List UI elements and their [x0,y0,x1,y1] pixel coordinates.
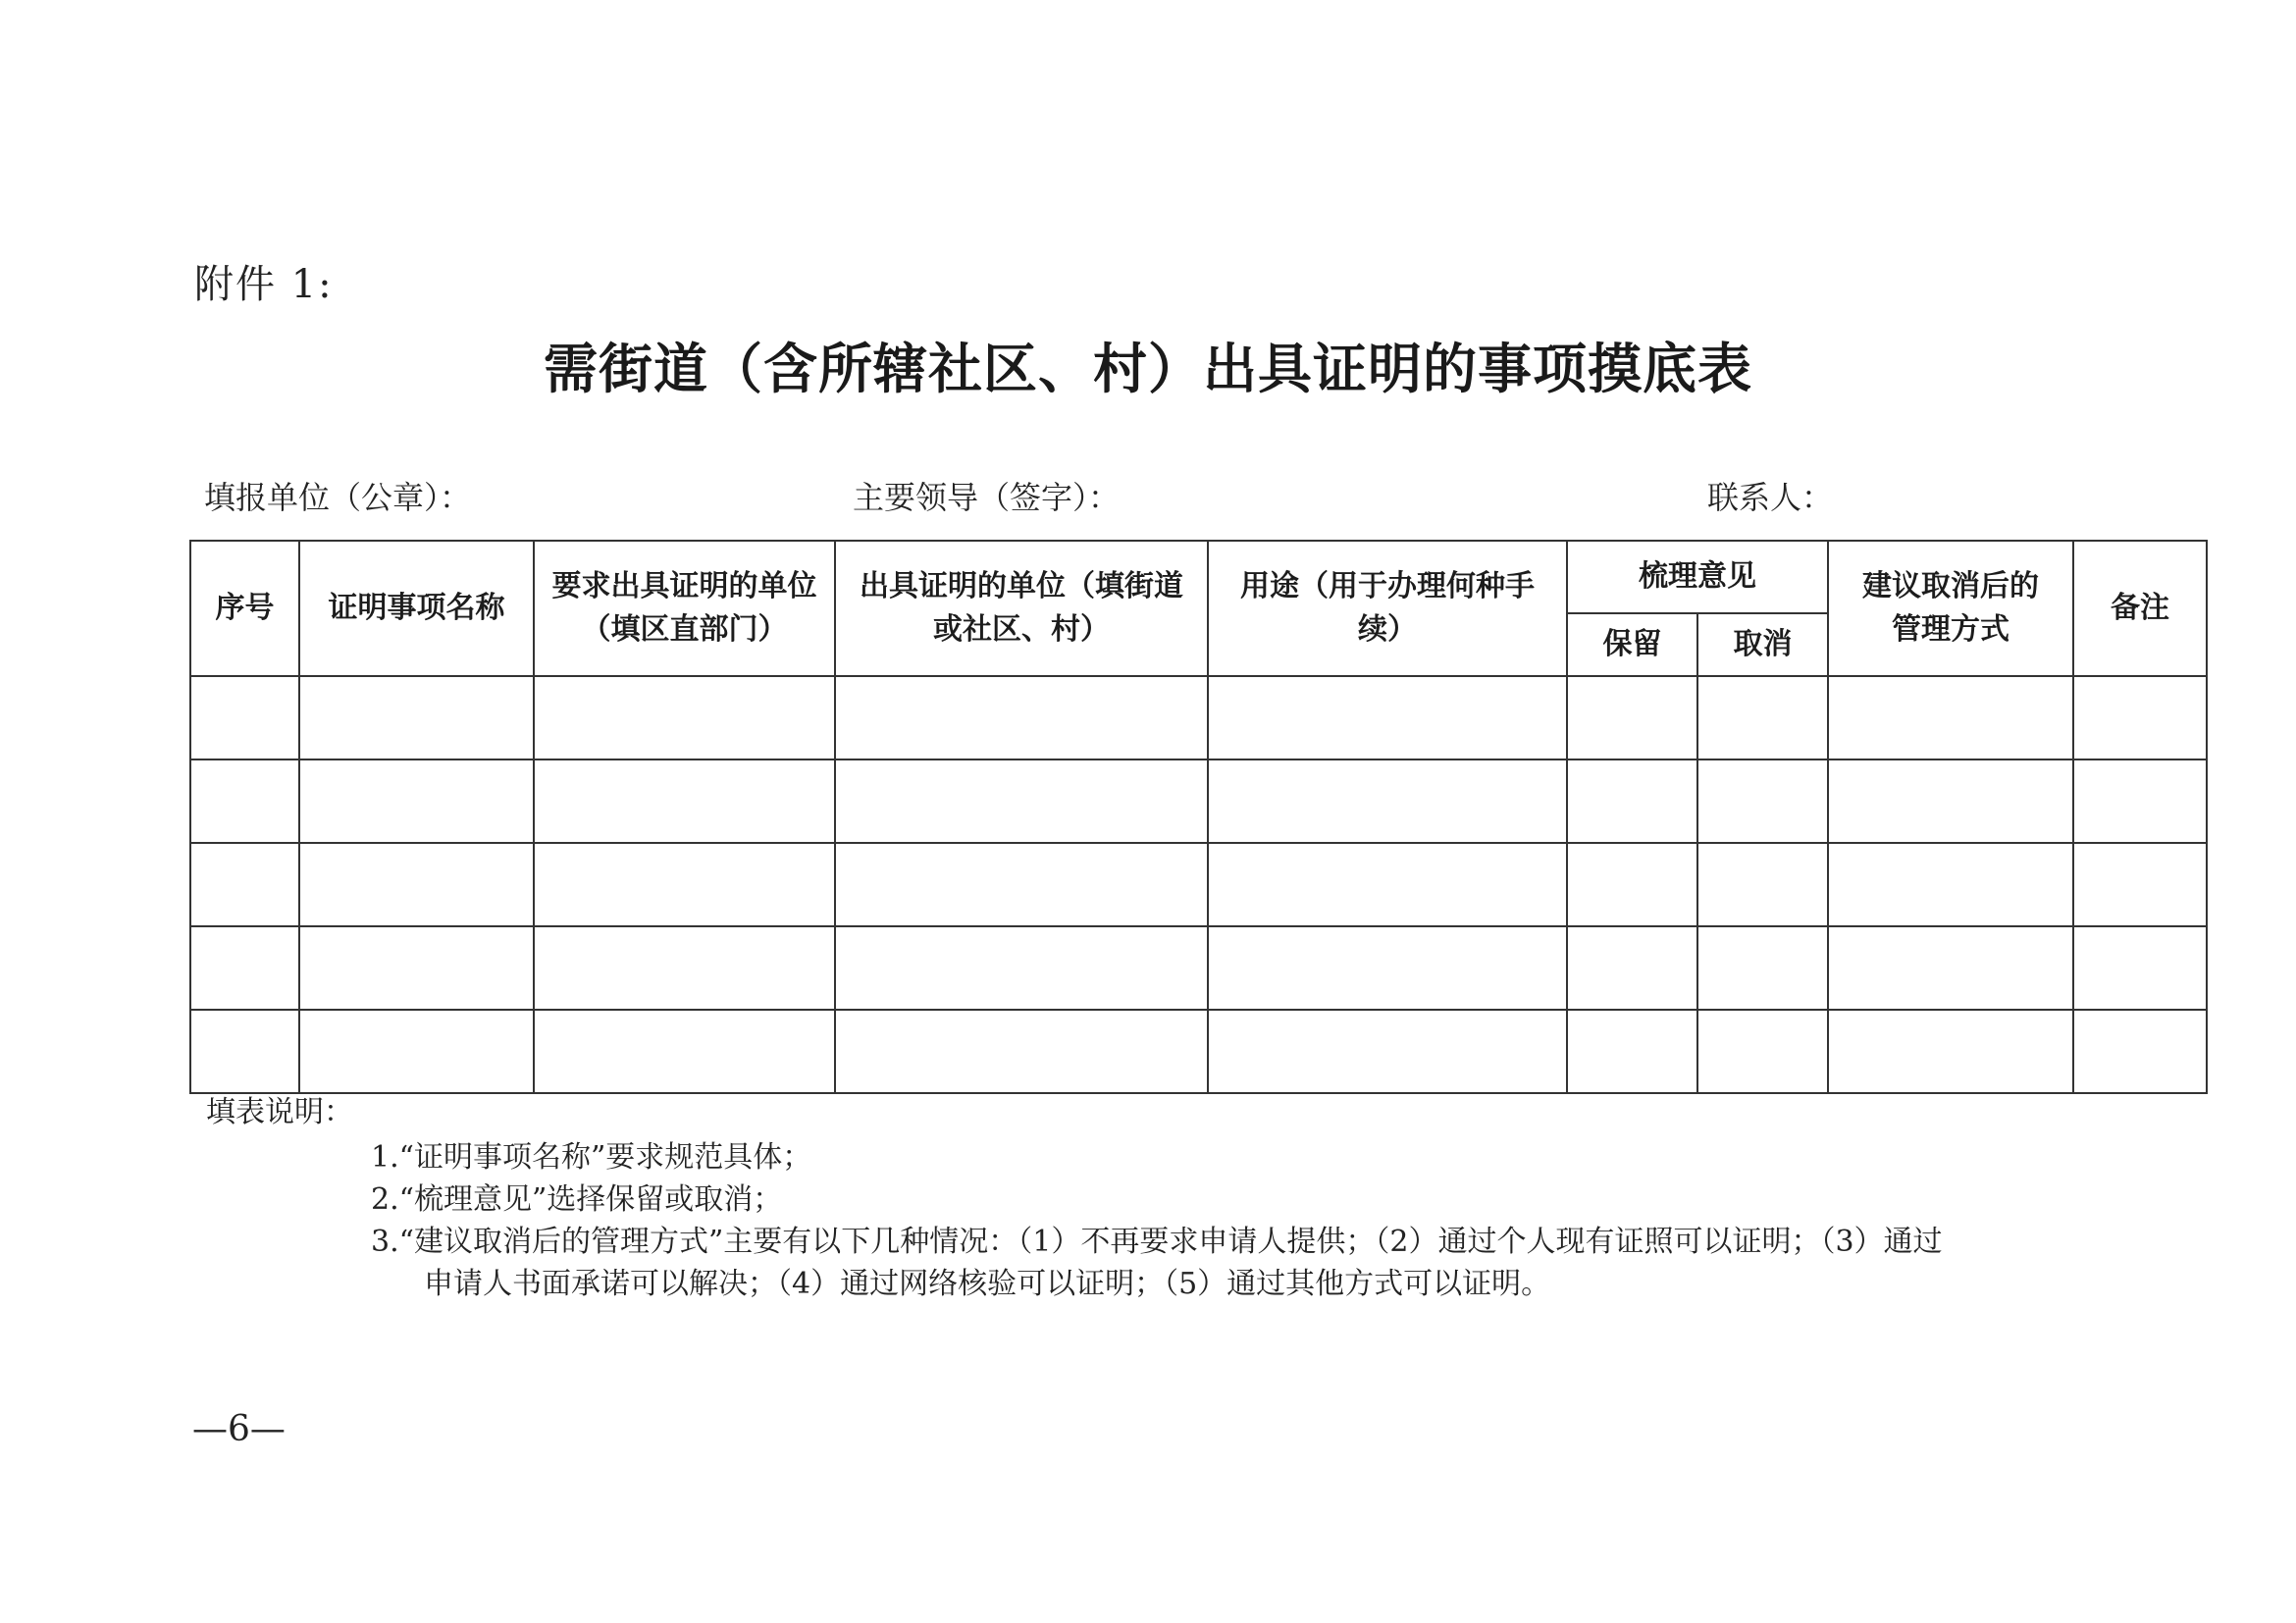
table-cell[interactable] [2073,1010,2207,1093]
table-cell[interactable] [1208,676,1567,759]
header-purpose: 用途（用于办理何种手续） [1208,541,1567,676]
table-cell[interactable] [1567,926,1697,1010]
header-keep: 保留 [1567,613,1697,676]
instruction-item: 2.“梳理意见”选择保留或取消； [371,1182,783,1217]
page-number: —6— [192,1409,286,1449]
table-cell[interactable] [534,676,835,759]
table-row [190,843,2207,926]
header-management-method: 建议取消后的管理方式 [1828,541,2073,676]
table-row [190,926,2207,1010]
table-cell[interactable] [1828,759,2073,843]
table-cell[interactable] [1828,676,2073,759]
header-cancel: 取消 [1697,613,1828,676]
table-cell[interactable] [1828,1010,2073,1093]
table-body [190,676,2207,1093]
table-cell[interactable] [1567,1010,1697,1093]
table-cell[interactable] [1828,926,2073,1010]
table-cell[interactable] [190,843,299,926]
instructions-heading: 填表说明： [206,1095,353,1129]
table-cell[interactable] [835,926,1208,1010]
table-cell[interactable] [1208,843,1567,926]
table-cell[interactable] [1697,676,1828,759]
table-cell[interactable] [534,759,835,843]
instruction-item: 3.“建议取消后的管理方式”主要有以下几种情况：（1）不再要求申请人提供；（2）通过个人现有证照可以证明；（3）通过 [371,1225,1943,1259]
reporting-unit-label: 填报单位（公章）： [204,479,472,516]
header-review-opinion: 梳理意见 [1567,541,1828,613]
table-cell[interactable] [2073,843,2207,926]
header-issuing-unit: 出具证明的单位（填街道或社区、村） [835,541,1208,676]
filling-instructions [206,1091,2208,1305]
table-cell[interactable] [299,1010,534,1093]
table-cell[interactable] [835,843,1208,926]
table-row [190,676,2207,759]
table-cell[interactable] [534,843,835,926]
table-cell[interactable] [1567,759,1697,843]
table-cell[interactable] [1208,1010,1567,1093]
header-seq: 序号 [190,541,299,676]
table-cell[interactable] [2073,676,2207,759]
attachment-label: 附件 1: [194,262,334,307]
header-item-name: 证明事项名称 [299,541,534,676]
table-cell[interactable] [1208,926,1567,1010]
table-row [190,759,2207,843]
leader-signature-label: 主要领导（签字）： [853,479,1121,516]
instruction-item: 1.“证明事项名称”要求规范具体； [371,1140,812,1175]
table-cell[interactable] [190,926,299,1010]
table-cell[interactable] [1697,926,1828,1010]
table-row [190,1010,2207,1093]
table-cell[interactable] [2073,926,2207,1010]
table-cell[interactable] [190,759,299,843]
table-cell[interactable] [1697,843,1828,926]
instruction-continuation: 申请人书面承诺可以解决；（4）通过网络核验可以证明；（5）通过其他方式可以证明。 [424,1267,1551,1301]
table-cell[interactable] [299,676,534,759]
table-cell[interactable] [534,1010,835,1093]
survey-table [189,540,2208,1094]
table-cell[interactable] [1697,759,1828,843]
table-cell[interactable] [835,676,1208,759]
table-cell[interactable] [534,926,835,1010]
table-cell[interactable] [2073,759,2207,843]
contact-person-label: 联系人： [1707,479,1834,516]
table-cell[interactable] [1567,843,1697,926]
table-cell[interactable] [1697,1010,1828,1093]
table-cell[interactable] [835,1010,1208,1093]
table-cell[interactable] [835,759,1208,843]
table-cell[interactable] [190,676,299,759]
header-remark: 备注 [2073,541,2207,676]
table-cell[interactable] [190,1010,299,1093]
table-cell[interactable] [1828,843,2073,926]
table-cell[interactable] [299,926,534,1010]
table-cell[interactable] [299,759,534,843]
table-cell[interactable] [299,843,534,926]
document-title: 需街道（含所辖社区、村）出具证明的事项摸底表 [543,338,1752,400]
table-cell[interactable] [1208,759,1567,843]
table-cell[interactable] [1567,676,1697,759]
header-requiring-unit: 要求出具证明的单位（填区直部门） [534,541,835,676]
